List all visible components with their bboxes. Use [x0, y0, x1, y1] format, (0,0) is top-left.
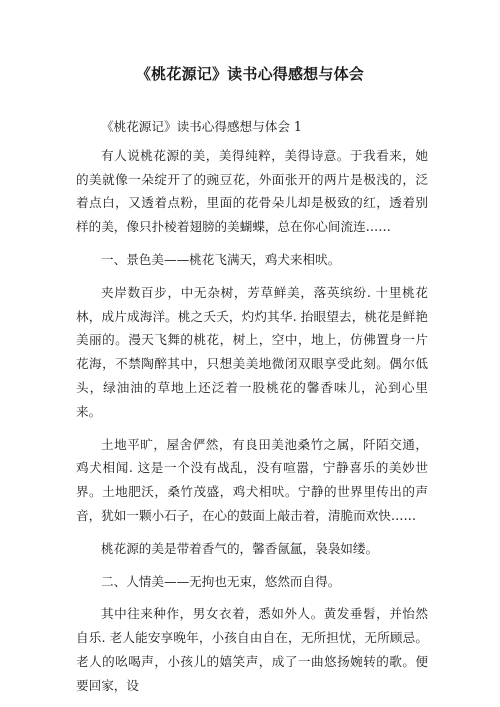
subheading-human: 二、人情美——无拘也无束，悠然而自得。 — [101, 573, 341, 589]
spacer — [76, 528, 428, 537]
spacer — [76, 593, 428, 602]
paragraph-scenery-1: 夹岸数百步，中无杂树，芳草鲜美，落英缤纷. 十里桃花林，成片成海洋。桃之夭夭，灼灼其华. 抬眼望去，桃花是鲜艳美丽的。漫天飞舞的桃花，树上，空中，地上，仿佛置身一片花海，不禁陶醉其中，只想美美地微闭双眼享受此刻。偶尔低头，绿油油的草地上还泛着一股桃花的馨香味儿，沁到心里来。 — [76, 284, 428, 419]
paragraph-scenery-2: 土地平旷，屋舍俨然，有良田美池桑竹之属，阡陌交通，鸡犬相闻. 这是一个没有战乱，没有喧嚣，宁静喜乐的美妙世界。土地肥沃，桑竹茂盛，鸡犬相吠。宁静的世界里传出的声音，犹如一颗小石子，在心的鼓面上敲击着，清脆而欢快…… — [76, 436, 428, 523]
spacer — [76, 272, 428, 281]
spacer — [76, 424, 428, 433]
spacer — [76, 239, 428, 248]
spacer — [76, 561, 428, 570]
paragraph-fragrance: 桃花源的美是带着香气的，馨香氤氲，袅袅如缕。 — [101, 540, 379, 556]
paragraph-intro: 有人说桃花源的美，美得纯粹，美得诗意。于我看来，她的美就像一朵绽开了的豌豆花，外面张开的两片是极浅的，泛着点白，又透着点粉，里面的花骨朵儿却是极致的红，透着别样的美，像只扑棱着翅膀的美蝴蝶，总在你心间流连…… — [76, 147, 428, 235]
paragraph-human-1: 其中往来种作，男女衣着，悉如外人。黄发垂髫，并怡然自乐. 老人能安享晚年，小孩自由自在，无所担忧，无所顾忌。老人的吆喝声，小孩儿的嬉笑声，成了一曲悠扬婉转的歌。便要回家，设 — [76, 606, 428, 693]
subheading-scenery: 一、景色美——桃花飞满天，鸡犬来相吠。 — [101, 251, 341, 267]
document-title: 《桃花源记》读书心得感想与体会 — [135, 65, 364, 83]
document-body — [76, 115, 428, 698]
section-heading: 《桃花源记》读书心得感想与体会 1 — [101, 119, 302, 134]
